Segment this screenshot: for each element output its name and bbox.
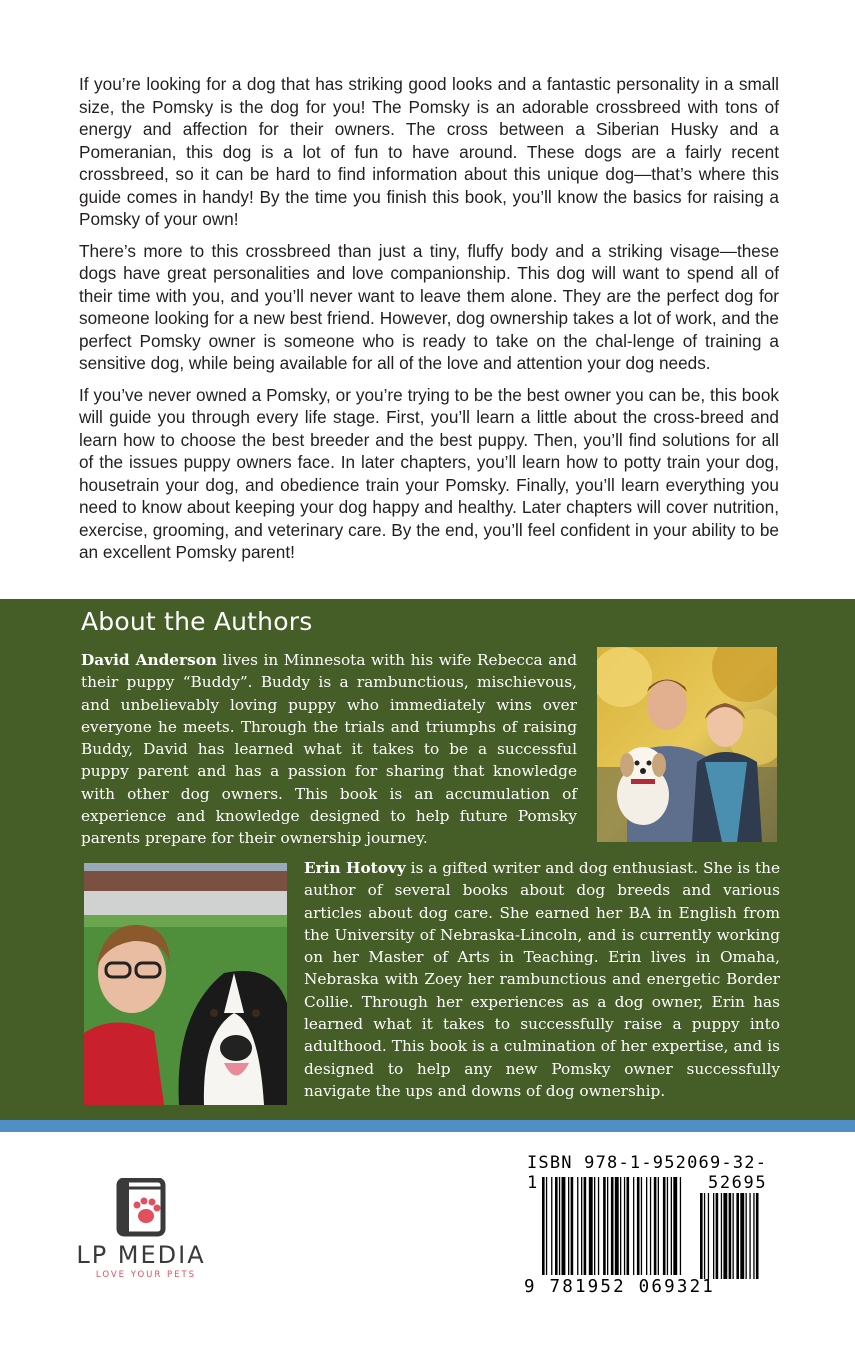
barcode-addon-bar (713, 1193, 714, 1279)
barcode-bar (646, 1177, 647, 1275)
barcode-bar (562, 1177, 566, 1275)
blue-divider-bar (0, 1120, 855, 1132)
author-bio-david (81, 649, 577, 850)
barcode-bar (589, 1177, 593, 1275)
barcode-addon-bar (700, 1193, 703, 1279)
barcode-bar (559, 1177, 560, 1275)
barcode-addon-bar (723, 1193, 727, 1279)
publisher-logo (74, 1178, 209, 1283)
barcode-addon-bar (753, 1193, 754, 1279)
author-bio-david-text: lives in Minnesota with his wife Rebecca and their puppy “Buddy”. Buddy is a rambunctious, mischievous, and unbelievably loving puppy who immediately wins over everyone he meets. Through the trials and triumphs of raising Buddy, David has learned what it takes to be a successful puppy parent and has a passion for sharing that knowledge with other dog owners. This book is an accumulation of experience and knowledge designed to help future Pomsky parents prepare for their ownership journey. (81, 651, 578, 848)
barcode-bar (673, 1177, 677, 1275)
barcode-bar (637, 1177, 640, 1275)
author-bio-erin-text: is a gifted writer and dog enthusiast. She is the author of several books about dog breeds and various articles about dog care. She earned her BA in English from the University of Nebraska-Lincoln, and is currently working on her Master of Arts in Teaching. Erin lives in Omaha, Nebraska with Zoey her rambunctious and energetic Border Collie. Through her experiences as a dog owner, Erin has learned what it takes to successfully raise a puppy into adulthood. This book is a culmination of her expertise, and is designed to help any new Pomsky owner successfully navigate the ups and downs of dog ownership. (304, 859, 780, 1100)
publisher-name: LP MEDIA (76, 1241, 206, 1269)
barcode-addon-bar (749, 1193, 750, 1279)
barcode-bar (551, 1177, 552, 1275)
barcode-bar (542, 1177, 545, 1275)
barcode-bar (641, 1177, 642, 1275)
barcode-bar (615, 1177, 619, 1275)
barcode-bar (555, 1177, 558, 1275)
barcode-bar (546, 1177, 547, 1275)
barcode-addon-bar (733, 1193, 734, 1279)
barcode-addon-bar (729, 1193, 732, 1279)
barcode-addon-bar (721, 1193, 722, 1279)
barcode-bar (598, 1177, 599, 1275)
barcode-addon-bar (746, 1193, 747, 1279)
barcode-bar (658, 1177, 659, 1275)
blurb-paragraph-3: If you’ve never owned a Pomsky, or you’re trying to be the best owner you can be, this book will guide you through every life stage. First, you’ll learn a little about the cross-breed and learn how to choose the best breeder and the best puppy. Then, you’ll find solutions for all of the issues puppy owners face. In later chapters, you’ll learn how to potty train your dog, housetrain your dog, and obedience train your Pomsky. Finally, you’ll learn everything you need to know about keeping your dog happy and healthy. Later chapters will cover nutrition, exercise, grooming, and veterinary care. By the end, you’ll feel confident in your ability to be an excellent Pomsky parent! (79, 384, 779, 562)
isbn-label: ISBN 978-1-952069-32-1 (527, 1153, 768, 1193)
book-paw-icon (119, 1180, 163, 1234)
isbn-barcode (524, 1153, 778, 1299)
barcode-bar (633, 1177, 634, 1275)
barcode-addon-number: 52695 (708, 1173, 768, 1193)
barcode-bar (680, 1177, 681, 1275)
barcode-bar (594, 1177, 595, 1275)
barcode-bar (571, 1177, 574, 1275)
barcode-bar (654, 1177, 657, 1275)
back-cover-blurb (79, 73, 779, 573)
blurb-paragraph-1: If you’re looking for a dog that has striking good looks and a fantastic personality in a small size, the Pomsky is the dog for you! The Pomsky is an adorable crossbreed with tons of energy and affection for their owners. The cross between a Siberian Husky and a Pomeranian, this dog is a lot of fun to have around. These dogs are a fairly recent crossbreed, so it can be hard to find information about this unique dog—that’s where this guide comes in handy! By the time you finish this book, you’ll know the basics for raising a Pomsky of your own! (79, 74, 779, 229)
barcode-addon-bar (736, 1193, 739, 1279)
barcode-addon-bar (716, 1193, 719, 1279)
barcode-bar (620, 1177, 621, 1275)
barcode-bar (624, 1177, 625, 1275)
barcode-addon-bar (740, 1193, 744, 1279)
barcode-bar (671, 1177, 672, 1275)
barcode-addon-bar (756, 1193, 759, 1279)
barcode-addon-bar (708, 1193, 709, 1279)
publisher-tagline: LOVE YOUR PETS (95, 1270, 197, 1280)
about-authors-section (0, 599, 855, 1120)
author-name-erin: Erin Hotovy (304, 859, 406, 877)
barcode-bar (607, 1177, 608, 1275)
barcode-bar (627, 1177, 630, 1275)
barcode-addon-bar (704, 1193, 705, 1279)
blurb-paragraph-2: There’s more to this crossbreed than just a tiny, fluffy body and a striking visage—these dogs have great personalities and love companionship. This dog will want to spend all of their time with you, and you’ll never want to leave them alone. They are the perfect dog for someone looking for a new best friend. However, dog ownership takes a lot of work, and the perfect Pomsky owner is someone who is ready to take on the chal-lenge of training a sensitive dog, while being available for all of the love and attention your dog needs. (79, 240, 779, 373)
barcode-bar (611, 1177, 614, 1275)
barcode-bar (581, 1177, 582, 1275)
barcode-bar (568, 1177, 569, 1275)
barcode-bar (667, 1177, 668, 1275)
barcode-bar (584, 1177, 587, 1275)
david-anderson-photo (597, 647, 777, 842)
author-bio-erin (304, 857, 780, 1102)
erin-hotovy-photo (84, 863, 287, 1105)
about-authors-heading: About the Authors (81, 607, 313, 636)
barcode-bar (577, 1177, 578, 1275)
author-name-david: David Anderson (81, 651, 218, 669)
barcode-ean-digits: 9 781952 069321 (524, 1277, 716, 1297)
barcode-bar (650, 1177, 651, 1275)
barcode-bar (663, 1177, 666, 1275)
barcode-bar (603, 1177, 606, 1275)
